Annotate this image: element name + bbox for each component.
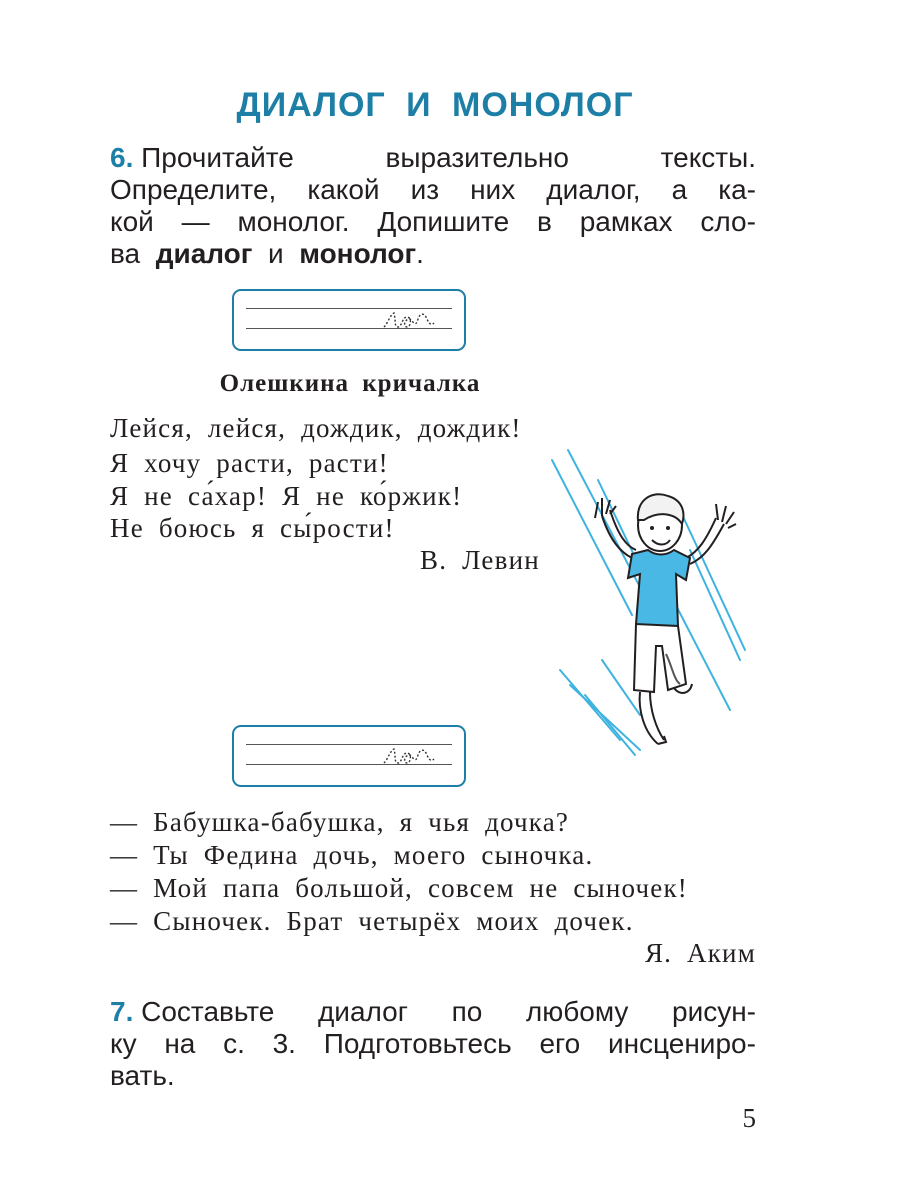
word: монолог. <box>237 206 350 237</box>
word: ку <box>110 1028 137 1059</box>
task-7-line-3 <box>110 1060 756 1092</box>
word: 3. <box>272 1028 296 1059</box>
word: Составьте <box>141 996 275 1027</box>
word: из <box>410 174 440 205</box>
dialog-author: Я. Аким <box>644 938 756 968</box>
word: сло- <box>700 206 756 237</box>
dialog-line: — Сыночек. Брат четырёх моих дочек. <box>110 906 634 936</box>
word: ва <box>110 238 141 269</box>
word: рамках <box>579 206 673 237</box>
word: кой <box>110 206 154 237</box>
answer-frame-2[interactable] <box>232 725 466 787</box>
word: любому <box>525 996 629 1027</box>
word: какой <box>307 174 380 205</box>
word: . <box>416 238 424 269</box>
task-6-line-1 <box>110 142 756 174</box>
word: по <box>451 996 483 1027</box>
poem-author: В. Левин <box>420 545 540 575</box>
page-title: ДИАЛОГ И МОНОЛОГ <box>236 86 634 124</box>
word: вать. <box>110 1060 175 1091</box>
word: с. <box>223 1028 245 1059</box>
word: ка- <box>718 174 756 205</box>
task-7-line-1 <box>110 996 756 1028</box>
word: его <box>539 1028 581 1059</box>
page-number: 5 <box>742 1103 756 1133</box>
poem-title: Олешкина кричалка <box>219 370 481 397</box>
dialog-line: — Мой папа большой, совсем не сыночек! <box>110 873 688 903</box>
word: — <box>181 206 210 237</box>
word: выразительно <box>385 142 569 173</box>
word: на <box>164 1028 196 1059</box>
poem-line: Лейся, лейся, дождик, дождик! <box>110 413 522 443</box>
poem-line: Не боюсь я сы́рости! <box>110 513 395 543</box>
word: и <box>268 238 284 269</box>
boy-in-rain-illustration <box>540 440 760 770</box>
poem-line: Я не са́хар! Я не ко́ржик! <box>110 481 463 511</box>
dialog-line: — Ты Федина дочь, моего сыночка. <box>110 840 594 870</box>
dotted-handwriting-hint <box>380 739 440 769</box>
word: а <box>671 174 688 205</box>
answer-frame-1[interactable] <box>232 289 466 351</box>
poem-line: Я хочу расти, расти! <box>110 448 389 478</box>
task-6-line-3 <box>110 206 756 238</box>
task-7-line-2 <box>110 1028 756 1060</box>
task-6-number: 6. <box>110 142 134 173</box>
bold-word-dialog: диалог <box>155 238 253 269</box>
word: Подготовьтесь <box>323 1028 512 1059</box>
word: рисун- <box>672 996 756 1027</box>
word: них <box>470 174 516 205</box>
word: Определите, <box>110 174 277 205</box>
word: диалог, <box>546 174 641 205</box>
task-6-line-4 <box>110 238 756 270</box>
dotted-handwriting-hint <box>380 303 440 333</box>
word: в <box>536 206 552 237</box>
dialog-line: — Бабушка-бабушка, я чья дочка? <box>110 807 570 837</box>
word: инсцениро- <box>607 1028 756 1059</box>
bold-word-monolog: монолог <box>299 238 417 269</box>
task-6-line-2 <box>110 174 756 206</box>
task-7-number: 7. <box>110 996 134 1027</box>
word: тексты. <box>660 142 756 173</box>
word: Допишите <box>377 206 510 237</box>
word: диалог <box>317 996 408 1027</box>
word: Прочитайте <box>141 142 294 173</box>
